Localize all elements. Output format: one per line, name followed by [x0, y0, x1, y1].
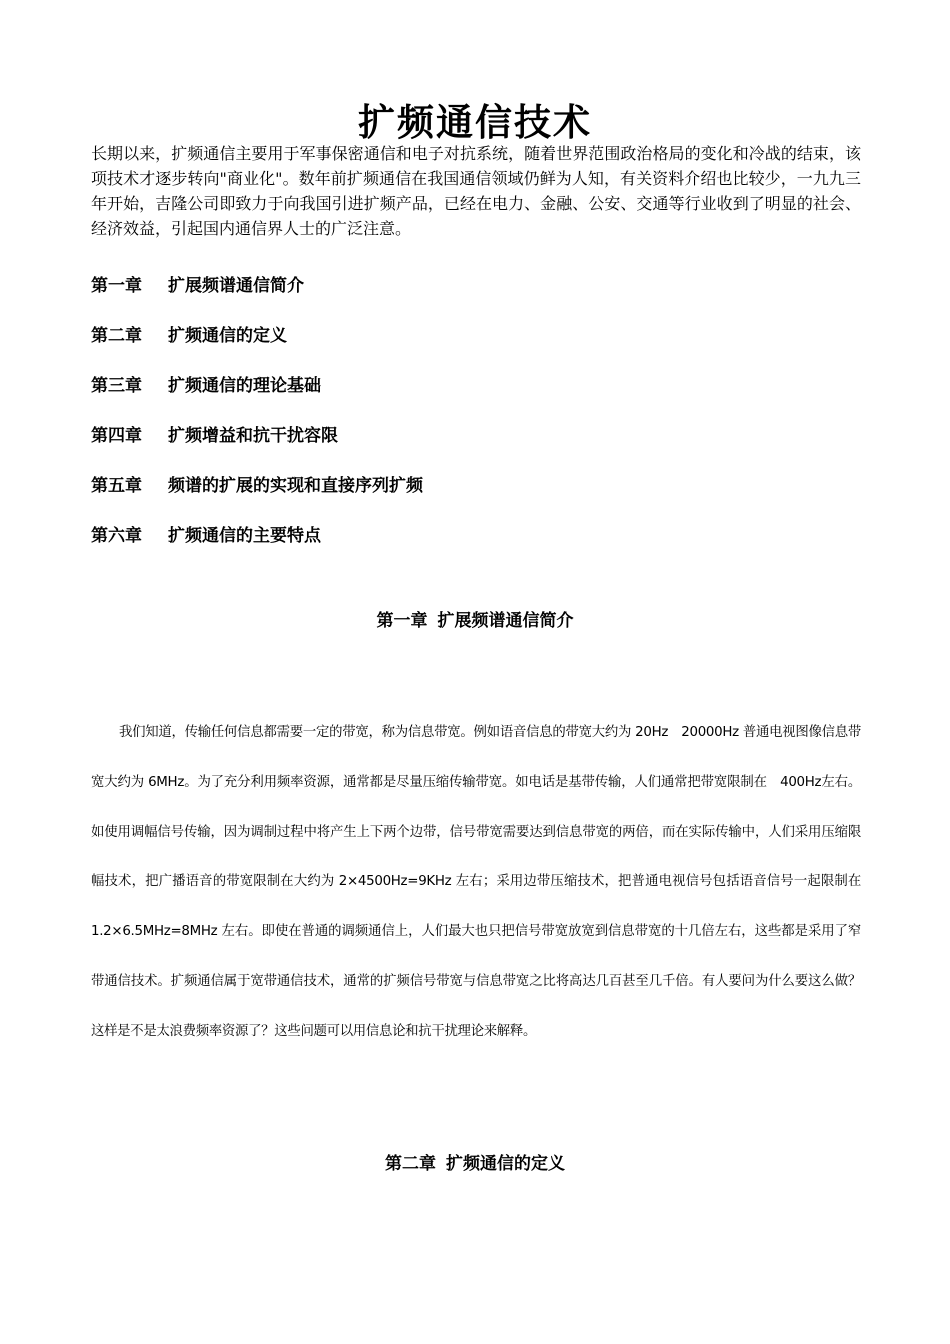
toc-chapter-number: 第六章: [91, 526, 142, 546]
toc-item-chapter-5[interactable]: [91, 473, 423, 523]
chapter-number: 第一章: [376, 611, 428, 632]
chapter-number: 第二章: [385, 1154, 436, 1175]
chapter-title: 扩频通信的定义: [446, 1154, 565, 1175]
chapter-1-heading: [0, 608, 950, 634]
toc-chapter-title: 扩展频谱通信简介: [168, 276, 304, 296]
toc-chapter-number: 第五章: [91, 476, 142, 496]
chapter-title: 扩展频谱通信简介: [437, 611, 574, 632]
toc-item-chapter-1[interactable]: [91, 273, 423, 323]
chapter-1-body: 我们知道，传输任何信息都需要一定的带宽，称为信息带宽。例如语音信息的带宽大约为 20Hz 20000Hz 普通电视图像信息带宽大约为 6MHz。为了充分利用频率资源，通常都是尽量压缩传输带宽。如电话是基带传输，人们通常把带宽限制在 400Hz左右。如使用调幅信号传输，因为调制过程中将产生上下两个边带，信号带宽需要达到信息带宽的两倍，而在实际传输中，人们采用压缩限幅技术，把广播语音的带宽限制在大约为 2×4500Hz=9KHz 左右；采用边带压缩技术，把普通电视信号包括语音信号一起限制在 1.2×6.5MHz=8MHz 左右。即使在普通的调频通信上，人们最大也只把信号带宽放宽到信息带宽的十几倍左右，这些都是采用了窄带通信技术。扩频通信属于宽带通信技术，通常的扩频信号带宽与信息带宽之比将高达几百甚至几千倍。有人要问为什么要这么做？这样是不是太浪费频率资源了？这些问题可以用信息论和抗干扰理论来解释。: [91, 725, 861, 1039]
toc-chapter-number: 第一章: [91, 276, 142, 296]
toc-chapter-title: 频谱的扩展的实现和直接序列扩频: [168, 476, 423, 496]
toc-chapter-number: 第四章: [91, 426, 142, 446]
toc-chapter-title: 扩频通信的定义: [168, 326, 287, 346]
toc-item-chapter-4[interactable]: [91, 423, 423, 473]
toc-item-chapter-6[interactable]: [91, 523, 423, 573]
toc-chapter-title: 扩频增益和抗干扰容限: [168, 426, 338, 446]
toc-chapter-number: 第三章: [91, 376, 142, 396]
toc-chapter-title: 扩频通信的理论基础: [168, 376, 321, 396]
toc-item-chapter-2[interactable]: [91, 323, 423, 373]
toc-chapter-title: 扩频通信的主要特点: [168, 526, 321, 546]
toc-item-chapter-3[interactable]: [91, 373, 423, 423]
chapter-2-heading: [0, 1151, 950, 1177]
document-title: 扩频通信技术: [358, 99, 592, 144]
intro-paragraph: 长期以来，扩频通信主要用于军事保密通信和电子对抗系统，随着世界范围政治格局的变化和冷战的结束，该项技术才逐步转向"商业化"。数年前扩频通信在我国通信领域仍鲜为人知，有关资料介绍也比较少，一九九三年开始，吉隆公司即致力于向我国引进扩频产品，已经在电力、金融、公安、交通等行业收到了明显的社会、经济效益，引起国内通信界人士的广泛注意。: [91, 144, 861, 238]
table-of-contents: [91, 273, 423, 573]
toc-chapter-number: 第二章: [91, 326, 142, 346]
